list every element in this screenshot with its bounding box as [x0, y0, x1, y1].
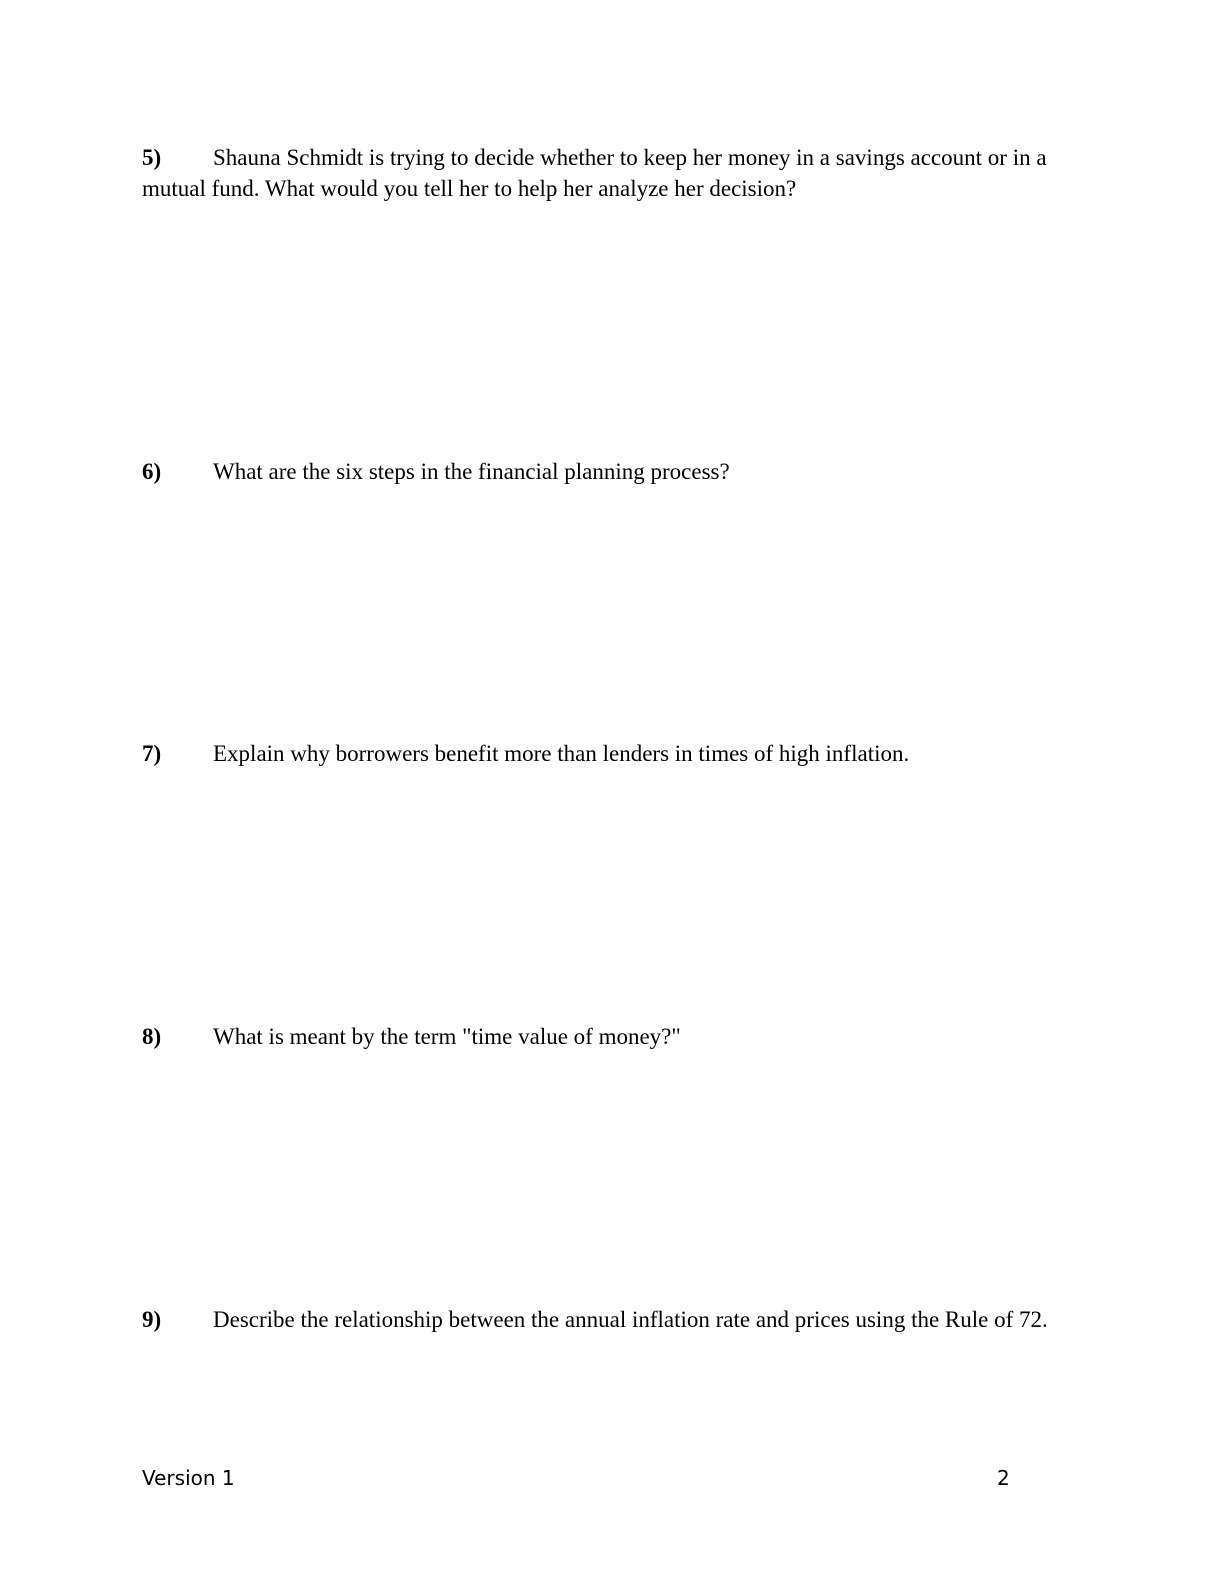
question-number: 9)	[142, 1307, 162, 1332]
question-text: Describe the relationship between the annual inflation rate and prices using the Rule of 72.	[213, 1307, 1048, 1332]
question-9	[142, 1304, 1072, 1335]
question-number: 5)	[142, 145, 162, 170]
question-6	[142, 456, 1072, 487]
footer-version: Version 1	[142, 1466, 235, 1490]
question-text: What are the six steps in the financial planning process?	[213, 459, 730, 484]
question-number: 8)	[142, 1024, 162, 1049]
question-8	[142, 1021, 1072, 1052]
question-text: Explain why borrowers benefit more than lenders in times of high inflation.	[213, 741, 910, 766]
question-number: 7)	[142, 741, 162, 766]
question-5	[142, 142, 1072, 204]
question-text: What is meant by the term "time value of money?"	[213, 1024, 681, 1049]
question-number: 6)	[142, 459, 162, 484]
footer-page-number: 2	[997, 1466, 1010, 1490]
question-text: Shauna Schmidt is trying to decide whether to keep her money in a savings account or in a mutual fund. What would you tell her to help her analyze her decision?	[142, 145, 1047, 201]
question-7	[142, 738, 1072, 769]
